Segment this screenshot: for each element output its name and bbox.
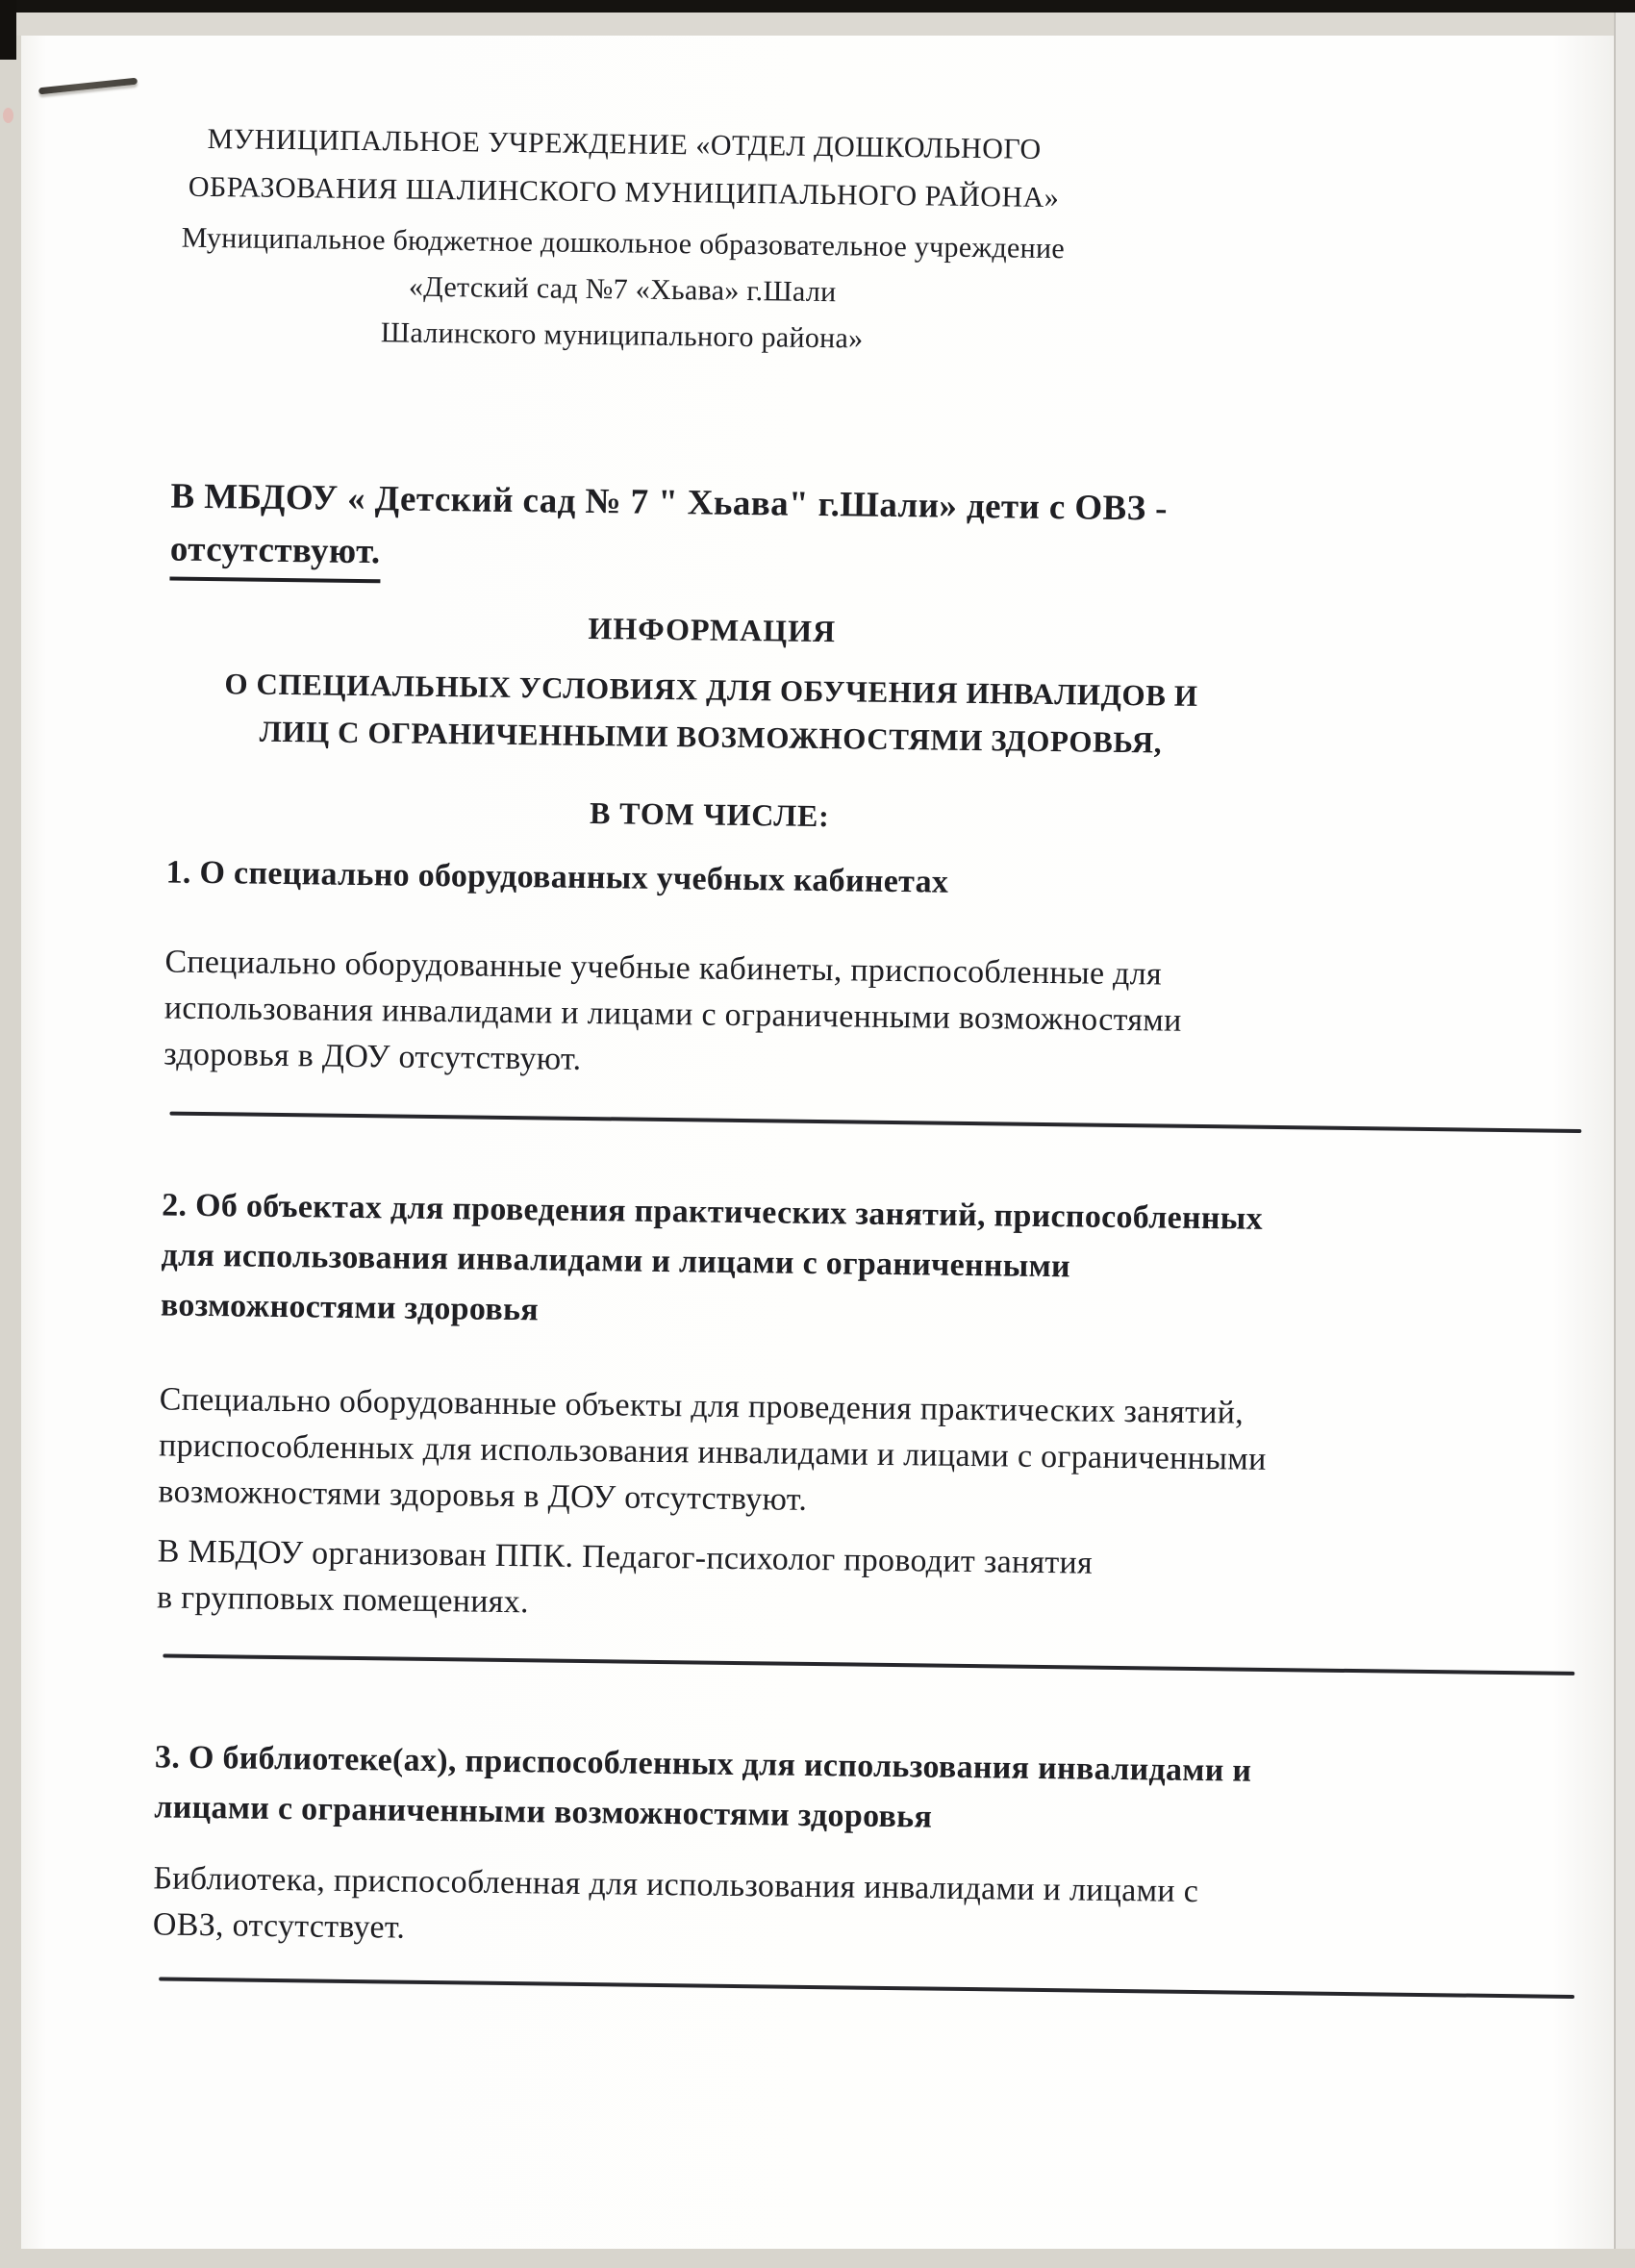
ovz-absence-note: [169, 470, 1382, 596]
ovz-absence-note-line1: В МБДОУ « Детский сад № 7 " Хьава" г.Шали» дети с ОВЗ -: [170, 476, 1169, 529]
section-2-heading: 2. Об объектах для проведения практических занятий, приспособленных для использования инвалидами и лицами с ограниченными возможностями здоровья: [160, 1187, 1264, 1328]
section-divider-1: [169, 1112, 1581, 1133]
institution-name-main: МУНИЦИПАЛЬНОЕ УЧРЕЖДЕНИЕ «ОТДЕЛ ДОШКОЛЬНОГО ОБРАЗОВАНИЯ ШАЛИНСКОГО МУНИЦИПАЛЬНОГО РАЙОНА»: [188, 122, 1060, 214]
document-title: ИНФОРМАЦИЯ: [588, 610, 837, 649]
institution-name-sub: Муниципальное бюджетное дошкольное образовательное учреждение «Детский сад №7 «Хьава» г.Шали Шалинского муниципального района»: [181, 221, 1066, 355]
section-1-paragraph: Специально оборудованные учебные кабинеты, приспособленные для использования инвалидами и лицами с ограниченными возможностями здоровья в ДОУ отсутствуют.: [164, 944, 1182, 1077]
ovz-absence-underlined-word: отсутствуют.: [169, 523, 380, 584]
section-divider-2: [163, 1654, 1574, 1676]
document-subtitle: О СПЕЦИАЛЬНЫХ УСЛОВИЯХ ДЛЯ ОБУЧЕНИЯ ИНВАЛИДОВ И ЛИЦ С ОГРАНИЧЕННЫМИ ВОЗМОЖНОСТЯМИ ЗДОРОВЬЯ,: [224, 667, 1198, 760]
section-divider-3: [159, 1977, 1574, 1998]
section-2-paragraph-2: В МБДОУ организован ППК. Педагог-психолог проводит занятия в групповых помещениях.: [156, 1533, 1094, 1621]
section-3-paragraph: Библиотека, приспособленная для использования инвалидами и лицами с ОВЗ, отсутствует.: [152, 1860, 1199, 1946]
document-subtitle-including: В ТОМ ЧИСЛЕ:: [589, 795, 830, 834]
section-2-paragraph-1: Специально оборудованные объекты для проведения практических занятий, приспособленных для использования инвалидами и лицами с ограниченными возможностями здоровья в ДОУ отсутствуют.: [158, 1381, 1267, 1518]
section-3-heading: 3. О библиотеке(ах), приспособленных для использования инвалидами и лицами с ограниченными возможностями здоровья: [154, 1739, 1252, 1835]
section-1-heading: 1. О специально оборудованных учебных кабинетах: [165, 854, 949, 900]
